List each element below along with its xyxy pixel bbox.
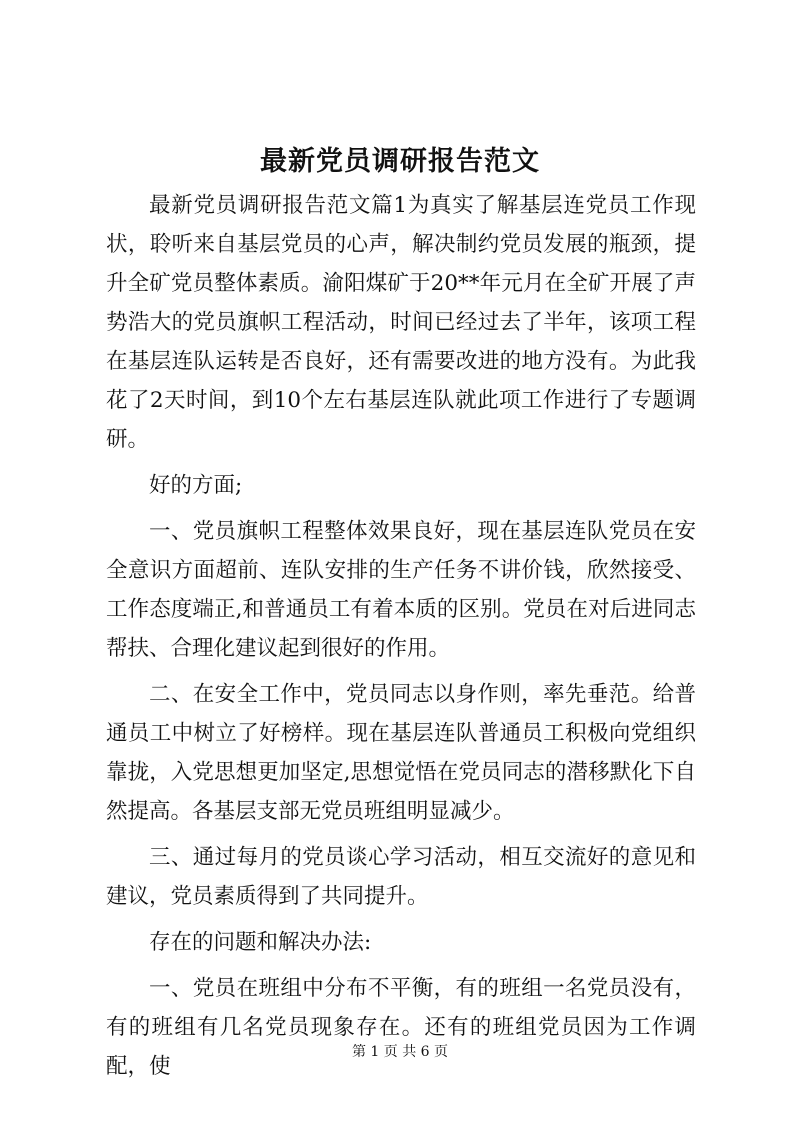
paragraph-good-aspect-2: 二、在安全工作中，党员同志以身作则，率先垂范。给普通员工中树立了好榜样。现在基层连队普通员工积极向党组织靠拢，入党思想更加坚定,思想觉悟在党员同志的潜移默化下自然提高。各基层支部无党员班组明显减少。 <box>106 682 696 824</box>
page-number-footer: 第 1 页 共 6 页 <box>351 1044 449 1060</box>
paragraph-problems-heading: 存在的问题和解决办法: <box>149 930 372 955</box>
paragraph-intro: 最新党员调研报告范文篇1为真实了解基层连党员工作现状，聆听来自基层党员的心声，解决制约党员发展的瓶颈，提升全矿党员整体素质。渝阳煤矿于20**年元月在全矿开展了声势浩大的党员旗帜工程活动，时间已经过去了半年，该项工程在基层连队运转是否良好，还有需要改进的地方没有。为此我花了2天时间，到10个左右基层连队就此项工作进行了专题调研。 <box>106 193 696 452</box>
document-body <box>106 186 696 1093</box>
document-title: 最新党员调研报告范文 <box>260 146 540 177</box>
paragraph-problem-1: 一、党员在班组中分布不平衡，有的班组一名党员没有，有的班组有几名党员现象存在。还有的班组党员因为工作调配，使 <box>106 976 696 1079</box>
paragraph-good-aspects-heading: 好的方面; <box>149 473 243 498</box>
paragraph-good-aspect-3: 三、通过每月的党员谈心学习活动，相互交流好的意见和建议，党员素质得到了共同提升。 <box>106 845 696 909</box>
paragraph-good-aspect-1: 一、党员旗帜工程整体效果良好，现在基层连队党员在安全意识方面超前、连队安排的生产任务不讲价钱，欣然接受、工作态度端正,和普通员工有着本质的区别。党员在对后进同志帮扶、合理化建议起到很好的作用。 <box>106 519 696 661</box>
